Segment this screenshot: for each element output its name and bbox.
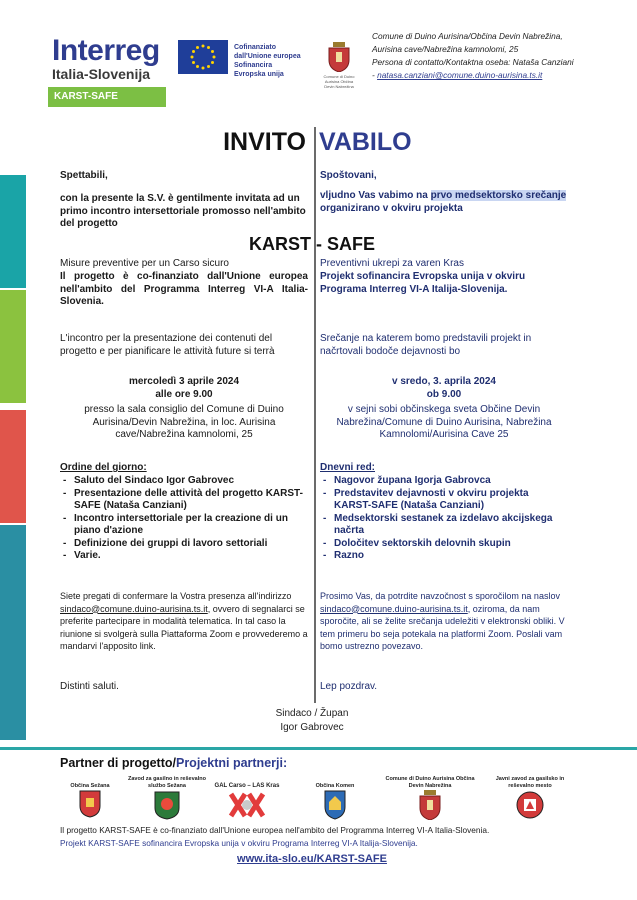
left-email-link[interactable]: sindaco@comune.duino-aurisina.ts.it — [60, 603, 208, 614]
left-intro: con la presente la S.V. è gentilmente invitata ad un primo incontro intersettoriale promosso nell'ambito del progetto — [60, 193, 306, 229]
project-title: KARST - SAFE — [249, 234, 375, 254]
left-cofin: Il progetto è co-finanziato dall'Unione europea nell'ambito del Programma Interreg VI-A Italia-Slovenia. — [60, 271, 308, 307]
left-agenda-title: Ordine del giorno: — [60, 462, 147, 473]
right-intro: vljudno Vas vabimo na prvo medsektorsko srečanje organizirano v okviru projekta — [320, 190, 567, 214]
left-subtitle: Misure preventive per un Carso sicuro — [60, 258, 229, 269]
right-email-link[interactable]: sindaco@comune.duino-aurisina.ts.it — [320, 603, 468, 614]
right-closing: Lep pozdrav. — [320, 681, 378, 692]
right-subtitle: Preventivni ukrepi za varen Kras — [320, 258, 464, 269]
section-divider — [0, 747, 637, 750]
list-item: - Razno — [320, 550, 568, 563]
signature-block — [60, 707, 564, 735]
left-agenda-list — [60, 475, 308, 563]
partner-fire-brigade: Javni zavod za gasilsko in reševalno mesto — [490, 776, 570, 823]
eu-flag-icon — [178, 40, 228, 74]
decorative-stripe-red — [0, 410, 26, 523]
left-purpose: L'incontro per la presentazione dei contenuti del progetto e per pianificare le attività future si terrà — [60, 333, 275, 357]
left-confirm: Siete pregati di confermare la Vostra presenza all'indirizzo sindaco@comune.duino-aurisina.ts.it, ovvero di segnalarci se preferite partecipare in modalità telematica. In tal caso la riunione si svolgerà sulla Piattaforma Zoom e provvederemo a mandarvi l'apposito link. — [60, 591, 308, 652]
list-item: - Varie. — [60, 550, 308, 563]
list-item: - Medsektorski sestanek za izdelavo akcijskega načrta — [320, 513, 568, 538]
list-item: - Presentazione delle attività del progetto KARST-SAFE (Nataša Canziani) — [60, 488, 308, 513]
partners-title: Partner di progetto/Projektni partnerji: — [60, 756, 288, 770]
decorative-stripe-green — [0, 290, 26, 403]
list-item: - Definizione dei gruppi di lavoro settoriali — [60, 538, 308, 551]
right-date: v sredo, 3. aprila 2024 — [392, 376, 496, 387]
partner-sezana: Občina Sežana — [60, 776, 120, 821]
decorative-stripe-teal — [0, 175, 26, 288]
right-cofin: Projekt sofinancira Evropska unija v okviru Programa Interreg VI-A Italija-Slovenija. — [320, 271, 526, 295]
footer-italian: Il progetto KARST-SAFE è co-finanziato dall'Unione europea nell'ambito del Programma Interreg VI-A Italia-Slovenia. — [60, 825, 490, 835]
title-invito: INVITO — [223, 128, 306, 156]
interreg-logo-subtitle: Italia-Slovenija — [52, 66, 151, 82]
right-agenda-title: Dnevni red: — [320, 462, 376, 473]
right-purpose: Srečanje na katerem bomo predstavili projekt in načrtovali bodoče dejavnosti bo — [320, 333, 532, 357]
crest-icon — [385, 790, 475, 823]
list-item: - Saluto del Sindaco Igor Gabrovec — [60, 475, 308, 488]
list-item: - Nagovor župana Igorja Gabrovca — [320, 475, 568, 488]
list-item: - Določitev sektorskih delovnih skupin — [320, 538, 568, 551]
crest-caption: Comune di Duino Aurisina Občina Devin Nabrežina — [323, 74, 355, 89]
signature-name: Igor Gabrovec — [280, 722, 344, 733]
signature-role: Sindaco / Župan — [275, 708, 349, 719]
project-url-link[interactable]: www.ita-slo.eu/KARST-SAFE — [237, 853, 387, 865]
partner-komen: Občina Komen — [305, 776, 365, 823]
left-time: alle ore 9.00 — [155, 389, 213, 400]
fire-brigade-icon — [490, 790, 570, 823]
left-closing: Distinti saluti. — [60, 681, 119, 692]
shield-red-icon — [60, 790, 120, 821]
right-confirm: Prosimo Vas, da potrdite navzočnost s sporočilom na naslov sindaco@comune.duino-aurisina.ts.it, oziroma, da nam sporočite, ali se želite srečanja udeležiti v elektronski obliki. V tem primeru bo seja potekala na platformi Zoom. Poslali vam bomo ustrezno povezavo. — [320, 591, 565, 652]
column-divider — [314, 127, 316, 703]
partner-zgrs-sezana: Zavod za gasilno in reševalno službo Sežana — [127, 776, 207, 823]
partner-duino-aurisina: Comune di Duino Aurisina Občina Devin Nabrežina — [385, 776, 475, 823]
right-greeting: Spoštovani, — [320, 170, 377, 181]
municipality-crest-icon — [327, 42, 351, 77]
interreg-logo: Interreg — [52, 34, 160, 67]
shield-blue-icon — [305, 790, 365, 823]
eu-cofinancing-text: Cofinanziato dall'Unione europea Sofinancira Evropska unija — [234, 44, 301, 78]
title-vabilo: VABILO — [319, 128, 412, 156]
list-item: - Incontro intersettoriale per la creazione di un piano d'azione — [60, 513, 308, 538]
list-item: - Predstavitev dejavnosti v okviru projekta KARST-SAFE (Nataša Canziani) — [320, 488, 568, 513]
right-agenda-list — [320, 475, 568, 563]
right-time: ob 9.00 — [426, 389, 462, 400]
decorative-stripe-blue — [0, 525, 26, 740]
left-date: mercoledì 3 aprile 2024 — [128, 376, 240, 387]
contact-block: Comune di Duino Aurisina/Občina Devin Nabrežina, Aurisina cave/Nabrežina kamnolomi, 25 Persona di contatto/Kontaktna oseba: Nataša Canziani - natasa.canziani@comune.duino-aurisina.ts.it — [372, 31, 574, 80]
partner-gal: GAL Carso – LAS Kras — [212, 776, 282, 823]
firefighter-shield-icon — [127, 790, 207, 823]
karst-safe-banner: KARST-SAFE — [48, 87, 166, 107]
left-greeting: Spettabili, — [60, 170, 108, 181]
gal-logo-icon — [212, 790, 282, 823]
contact-email-link[interactable]: natasa.canziani@comune.duino-aurisina.ts.it — [377, 70, 543, 80]
footer-slovene: Projekt KARST-SAFE sofinancira Evropska unija v okviru Programa Interreg VI-A Italija-Slovenija. — [60, 838, 418, 848]
left-place: presso la sala consiglio del Comune di Duino Aurisina/Devin Nabrežina, in loc. Aurisina cave/Nabrežina kamnolomi, 25 — [84, 404, 284, 440]
right-intro-highlight: prvo medsektorsko srečanje — [430, 190, 567, 201]
right-place: v sejni sobi občinskega sveta Občine Devin Nabrežina/Comune di Duino Aurisina, Nabrežina Kamnolomi/Aurisina Cave 25 — [336, 404, 552, 440]
